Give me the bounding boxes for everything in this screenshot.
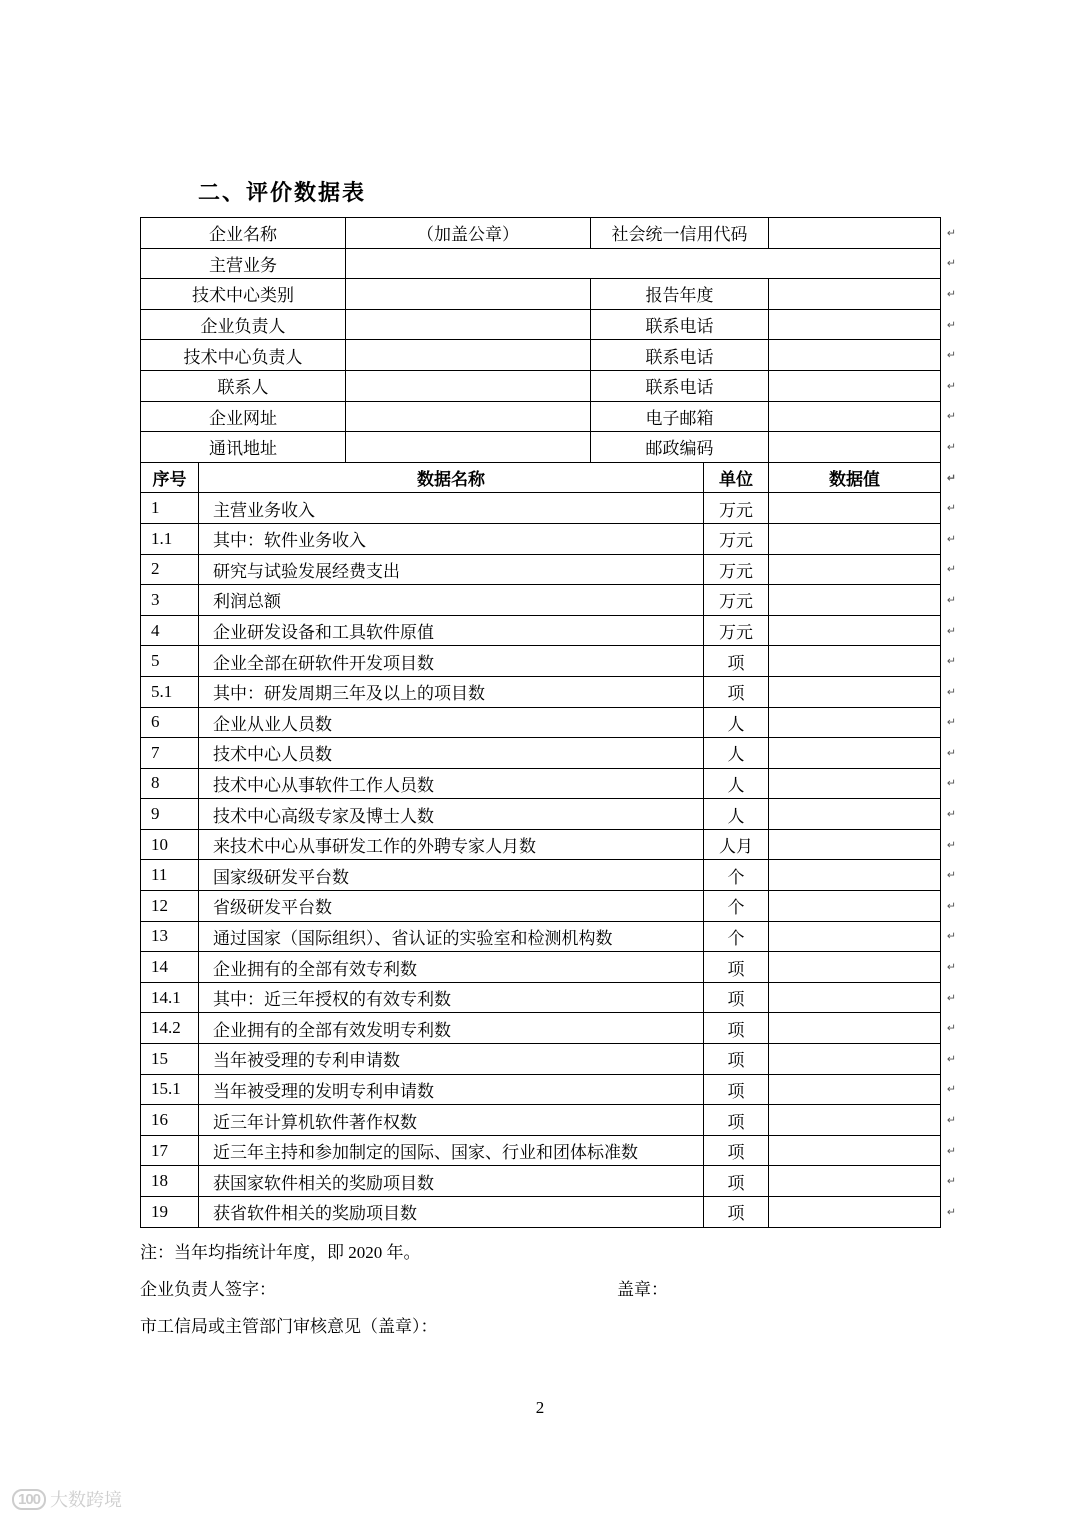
paragraph-mark-icon: ↵ [946,654,956,668]
row-number-cell: 19 [141,1197,199,1228]
data-name-cell: 其中：近三年授权的有效专利数 [199,982,704,1013]
paragraph-mark-icon: ↵ [946,929,956,943]
table-row [141,493,941,524]
table-row [141,738,941,769]
table-row [141,523,941,554]
data-name-cell: 近三年计算机软件著作权数 [199,1105,704,1136]
column-header: 数据值 ↵ [769,462,941,493]
value-cell [769,1044,956,1075]
info-value-cell [346,248,956,279]
page-title: 二、评价数据表 [198,180,367,205]
evaluation-data-table [140,462,956,1228]
table-row [141,768,941,799]
data-name-cell: 技术中心人员数 [199,738,704,769]
watermark [12,1486,122,1512]
row-number-cell: 18 [141,1166,199,1197]
value-cell [769,738,956,769]
table-row [141,1074,941,1105]
paragraph-mark-icon: ↵ [946,991,956,1005]
value-cell [769,1105,956,1136]
row-number-cell: 15 [141,1044,199,1075]
table-row [141,799,941,830]
info-value-cell [346,432,591,463]
sign-label: 企业负责人签字： [140,1279,276,1299]
data-name-cell: 获国家软件相关的奖励项目数 [199,1166,704,1197]
value-cell [769,982,956,1013]
paragraph-mark-icon: ↵ [946,348,956,362]
info-value-cell [769,340,956,371]
row-number-cell: 7 [141,738,199,769]
row-number-cell: 5 [141,646,199,677]
table-row [141,1166,941,1197]
data-name-cell: 企业拥有的全部有效专利数 [199,952,704,983]
table-row [141,952,941,983]
paragraph-mark-icon: ↵ [946,379,956,393]
column-header: 数据名称 [199,462,704,493]
review-line: 市工信局或主管部门审核意见（盖章）： [140,1316,438,1336]
data-name-cell: 企业全部在研软件开发项目数 [199,646,704,677]
row-number-cell: 15.1 [141,1074,199,1105]
watermark-logo-icon: 100 [12,1489,46,1510]
value-cell [769,523,956,554]
table-row [141,1197,941,1228]
paragraph-mark-icon: ↵ [946,1082,956,1096]
unit-cell: 个 [704,921,769,952]
unit-cell: 万元 [704,615,769,646]
unit-cell: 人月 [704,829,769,860]
info-value-cell [346,279,591,310]
row-number-cell: 16 [141,1105,199,1136]
info-value-cell [346,340,591,371]
info-label-cell: 电子邮箱 [591,401,769,432]
unit-cell: 人 [704,738,769,769]
paragraph-mark-icon: ↵ [946,1144,956,1158]
unit-cell: 项 [704,646,769,677]
unit-cell: 项 [704,676,769,707]
info-label-cell: 联系电话 [591,309,769,340]
info-label-cell: （加盖公章） [346,218,591,249]
data-name-cell: 当年被受理的发明专利申请数 [199,1074,704,1105]
table-row [141,829,941,860]
data-name-cell: 国家级研发平台数 [199,860,704,891]
row-number-cell: 1 [141,493,199,524]
value-cell [769,585,956,616]
info-row [141,279,941,310]
unit-cell: 项 [704,982,769,1013]
paragraph-mark-icon: ↵ [946,409,956,423]
paragraph-mark-icon: ↵ [946,1052,956,1066]
row-number-cell: 1.1 [141,523,199,554]
value-cell [769,799,956,830]
unit-cell: 万元 [704,493,769,524]
info-label-cell: 社会统一信用代码 [591,218,769,249]
data-name-cell: 近三年主持和参加制定的国际、国家、行业和团体标准数 [199,1135,704,1166]
company-info-table [140,217,956,463]
paragraph-mark-icon: ↵ [946,593,956,607]
data-name-cell: 获省软件相关的奖励项目数 [199,1197,704,1228]
paragraph-mark-icon: ↵ [946,776,956,790]
data-name-cell: 企业研发设备和工具软件原值 [199,615,704,646]
info-row [141,340,941,371]
info-value-cell [769,401,956,432]
info-label-cell: 企业网址 [141,401,346,432]
value-cell [769,921,956,952]
row-number-cell: 4 [141,615,199,646]
data-name-cell: 研究与试验发展经费支出 [199,554,704,585]
paragraph-mark-icon: ↵ [946,226,956,240]
row-number-cell: 11 [141,860,199,891]
info-label-cell: 技术中心类别 [141,279,346,310]
value-cell [769,860,956,891]
info-row [141,432,941,463]
table-row [141,1044,941,1075]
unit-cell: 万元 [704,523,769,554]
table-header-row [141,462,941,493]
row-number-cell: 12 [141,891,199,922]
watermark-text: 大数跨境 [50,1490,123,1510]
info-label-cell: 联系电话 [591,340,769,371]
value-cell [769,1013,956,1044]
table-row [141,585,941,616]
data-name-cell: 省级研发平台数 [199,891,704,922]
info-value-cell [769,370,956,401]
info-value-cell [769,309,956,340]
info-row [141,248,941,279]
value-cell [769,1166,956,1197]
unit-cell: 人 [704,707,769,738]
info-row [141,309,941,340]
data-name-cell: 通过国家（国际组织）、省认证的实验室和检测机构数 [199,921,704,952]
data-name-cell: 来技术中心从事研发工作的外聘专家人月数 [199,829,704,860]
value-cell [769,554,956,585]
table-row [141,676,941,707]
info-value-cell [346,309,591,340]
value-cell [769,768,956,799]
data-name-cell: 当年被受理的专利申请数 [199,1044,704,1075]
paragraph-mark-icon: ↵ [946,685,956,699]
paragraph-mark-icon: ↵ [946,501,956,515]
info-value-cell [346,370,591,401]
value-cell [769,646,956,677]
table-row [141,615,941,646]
value-cell [769,1197,956,1228]
info-row [141,370,941,401]
table-row [141,707,941,738]
table-row [141,1105,941,1136]
info-label-cell: 主营业务 [141,248,346,279]
row-number-cell: 17 [141,1135,199,1166]
value-cell [769,707,956,738]
unit-cell: 项 [704,1135,769,1166]
table-row [141,921,941,952]
unit-cell: 万元 [704,554,769,585]
paragraph-mark-icon: ↵ [946,899,956,913]
unit-cell: 项 [704,1197,769,1228]
data-name-cell: 技术中心从事软件工作人员数 [199,768,704,799]
data-name-cell: 其中：软件业务收入 [199,523,704,554]
data-name-cell: 其中：研发周期三年及以上的项目数 [199,676,704,707]
column-header: 序号 [141,462,199,493]
row-number-cell: 13 [141,921,199,952]
paragraph-mark-icon: ↵ [946,562,956,576]
unit-cell: 项 [704,952,769,983]
info-row [141,218,941,249]
info-value-cell [769,279,956,310]
seal-label: 盖章： [617,1279,668,1299]
info-label-cell: 报告年度 [591,279,769,310]
info-value-cell [769,218,956,249]
info-row [141,401,941,432]
unit-cell: 万元 [704,585,769,616]
value-cell [769,676,956,707]
paragraph-mark-icon: ↵ [946,807,956,821]
paragraph-mark-icon: ↵ [946,960,956,974]
value-cell [769,615,956,646]
paragraph-mark-icon: ↵ [946,715,956,729]
unit-cell: 项 [704,1074,769,1105]
info-label-cell: 企业名称 [141,218,346,249]
info-label-cell: 联系电话 [591,370,769,401]
row-number-cell: 9 [141,799,199,830]
row-number-cell: 8 [141,768,199,799]
paragraph-mark-icon: ↵ [946,1174,956,1188]
value-cell [769,891,956,922]
table-row [141,891,941,922]
paragraph-mark-icon: ↵ [946,1205,956,1219]
evaluation-table [140,217,956,1228]
data-name-cell: 企业从业人员数 [199,707,704,738]
unit-cell: 人 [704,768,769,799]
table-row [141,860,941,891]
data-name-cell: 利润总额 [199,585,704,616]
data-name-cell: 主营业务收入 [199,493,704,524]
row-number-cell: 10 [141,829,199,860]
info-value-cell [346,401,591,432]
note-line: 注：当年均指统计年度，即 2020 年。 [140,1242,421,1262]
signature-line [140,1279,940,1301]
row-number-cell: 5.1 [141,676,199,707]
paragraph-mark-icon: ↵ [946,746,956,760]
paragraph-mark-icon: ↵ [946,1113,956,1127]
paragraph-mark-icon: ↵ [946,838,956,852]
value-cell [769,1074,956,1105]
info-label-cell: 联系人 [141,370,346,401]
row-number-cell: 2 [141,554,199,585]
row-number-cell: 14 [141,952,199,983]
paragraph-mark-icon: ↵ [946,256,956,270]
row-number-cell: 14.2 [141,1013,199,1044]
paragraph-mark-icon: ↵ [946,287,956,301]
paragraph-mark-icon: ↵ [946,532,956,546]
paragraph-mark-icon: ↵ [946,1021,956,1035]
info-label-cell: 企业负责人 [141,309,346,340]
unit-cell: 项 [704,1044,769,1075]
table-row [141,646,941,677]
table-row [141,554,941,585]
paragraph-mark-icon: ↵ [946,471,956,485]
column-header: 单位 [704,462,769,493]
paragraph-mark-icon: ↵ [946,318,956,332]
info-label-cell: 通讯地址 [141,432,346,463]
unit-cell: 项 [704,1166,769,1197]
page-number: 2 [535,1398,545,1417]
value-cell [769,493,956,524]
unit-cell: 个 [704,891,769,922]
row-number-cell: 3 [141,585,199,616]
value-cell [769,1135,956,1166]
value-cell [769,829,956,860]
row-number-cell: 6 [141,707,199,738]
unit-cell: 项 [704,1013,769,1044]
row-number-cell: 14.1 [141,982,199,1013]
table-row [141,1135,941,1166]
unit-cell: 人 [704,799,769,830]
data-name-cell: 企业拥有的全部有效发明专利数 [199,1013,704,1044]
paragraph-mark-icon: ↵ [946,868,956,882]
data-name-cell: 技术中心高级专家及博士人数 [199,799,704,830]
unit-cell: 项 [704,1105,769,1136]
info-value-cell [769,432,956,463]
paragraph-mark-icon: ↵ [946,624,956,638]
info-label-cell: 技术中心负责人 [141,340,346,371]
value-cell [769,952,956,983]
info-label-cell: 邮政编码 [591,432,769,463]
table-row [141,1013,941,1044]
paragraph-mark-icon: ↵ [946,440,956,454]
table-row [141,982,941,1013]
unit-cell: 个 [704,860,769,891]
